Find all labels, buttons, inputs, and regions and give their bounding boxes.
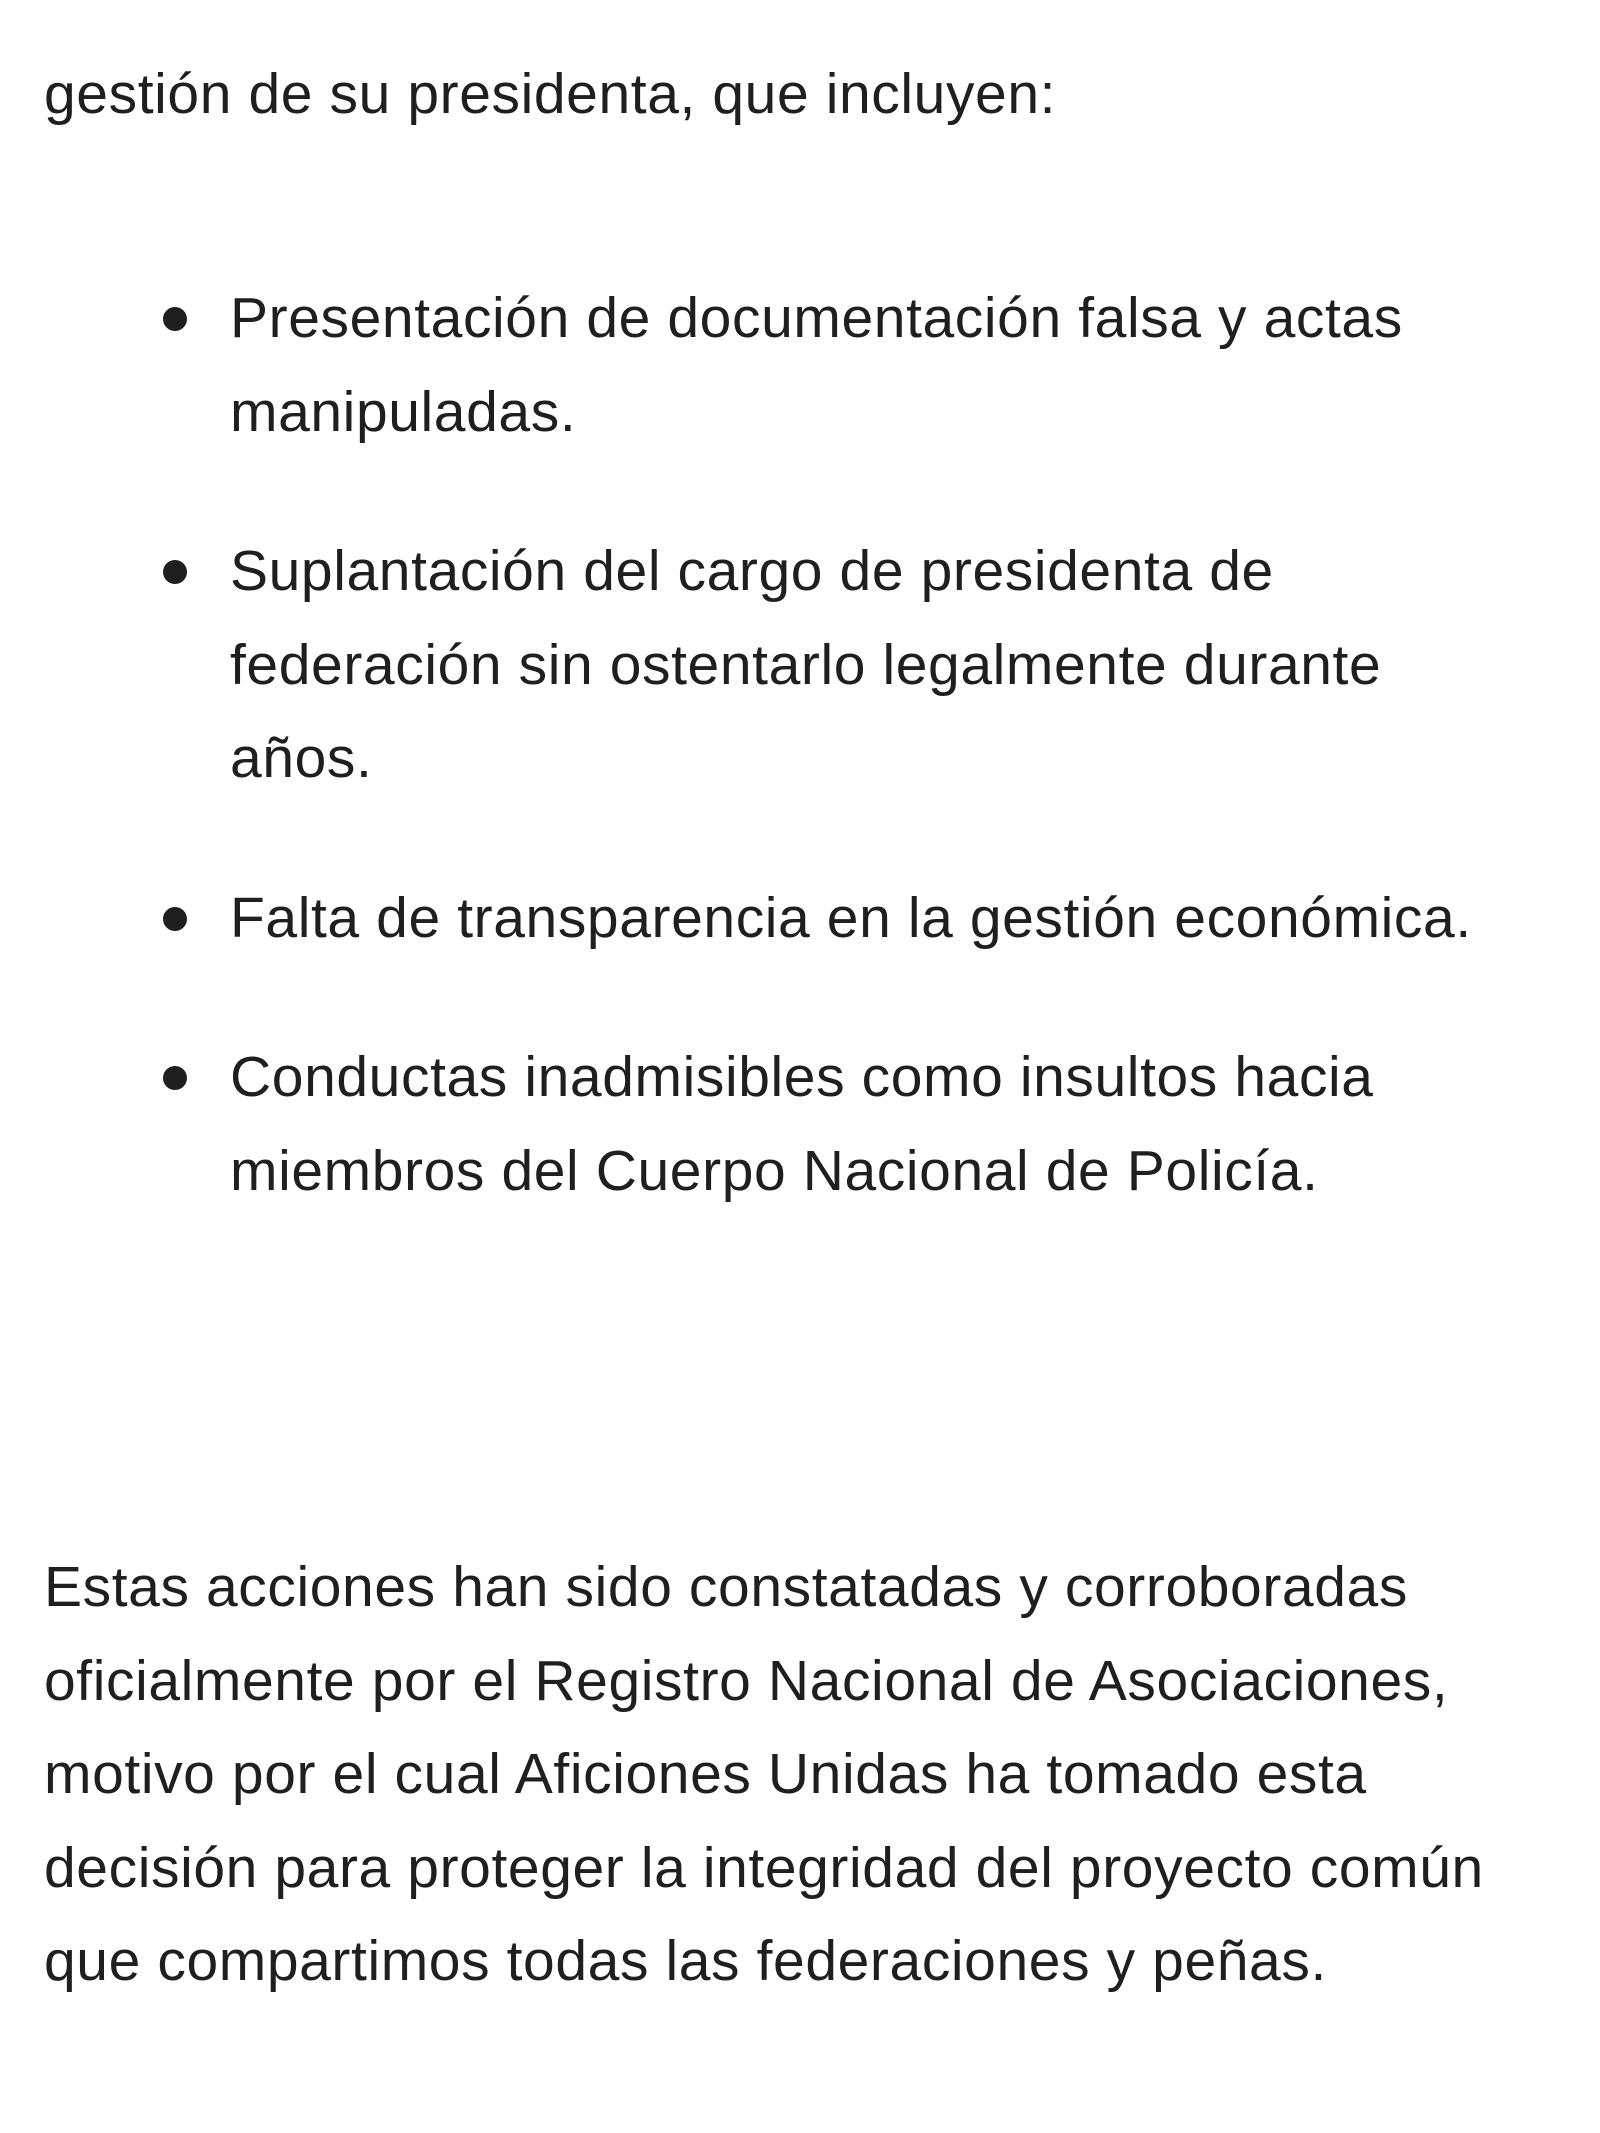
list-item-text: Suplantación del cargo de presidenta de federación sin ostentarlo legalmente durante años. [230,539,1382,790]
list-item [0,272,1480,459]
list-item-text: Falta de transparencia en la gestión económica. [230,885,1472,950]
accusations-list [0,272,1600,1218]
closing-paragraph: Estas acciones han sido constatadas y corroboradas oficialmente por el Registro Nacional de Asociaciones, motivo por el cual Aficiones Unidas ha tomado esta decisión para proteger la integridad del proyecto común que compartimos todas las federaciones y peñas. [44,1555,1484,1993]
list-item [0,525,1480,806]
bullet-icon [163,560,187,584]
list-item-text: Conductas inadmisibles como insultos hacia miembros del Cuerpo Nacional de Policía. [230,1045,1374,1203]
bullet-icon [163,307,187,331]
bullet-icon [163,1066,187,1090]
list-item-text: Presentación de documentación falsa y actas manipuladas. [230,286,1403,444]
bullet-icon [163,907,187,931]
list-item [0,872,1480,966]
list-item [0,1031,1480,1218]
intro-paragraph: gestión de su presidenta, que incluyen: [44,62,1057,126]
